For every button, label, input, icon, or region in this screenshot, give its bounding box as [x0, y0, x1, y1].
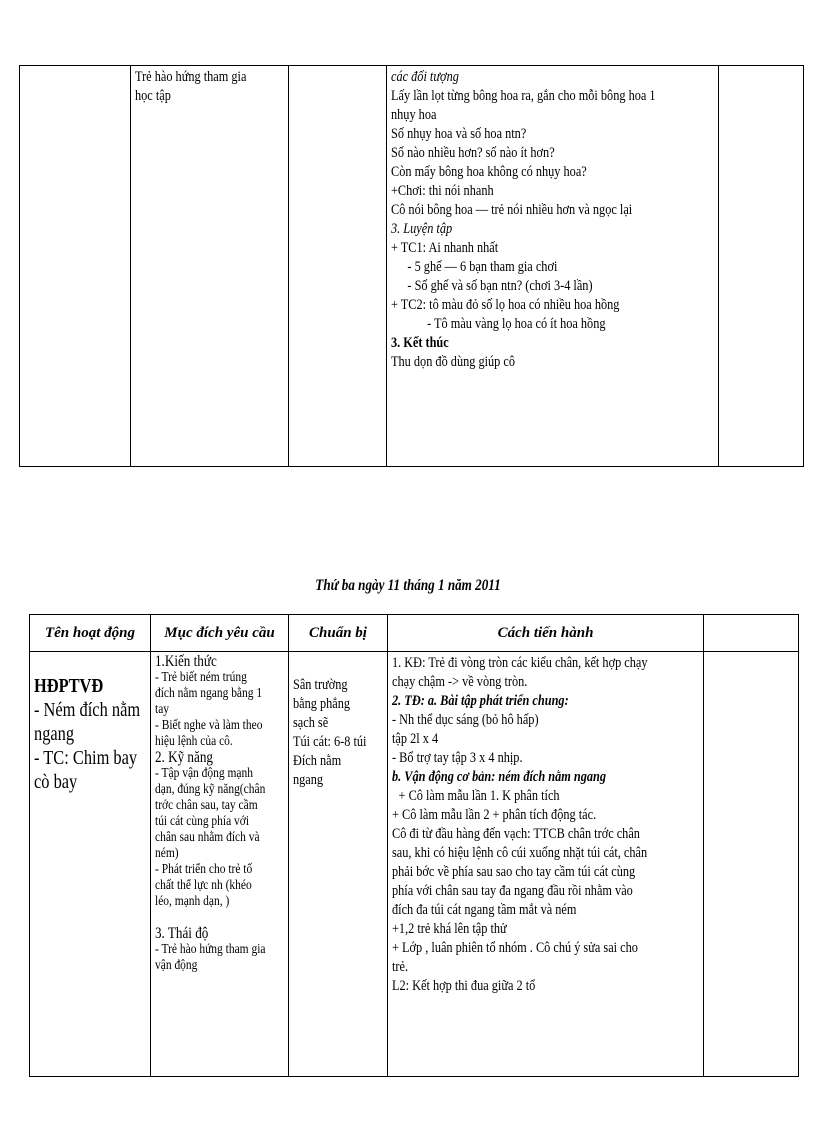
text-line: + Cô làm mẫu lần 2 + phân tích động tác.: [392, 807, 597, 823]
header-activity-name: Tên hoạt động: [30, 615, 151, 652]
text-line: - Số ghế và số bạn ntn? (chơi 3-4 lần): [407, 278, 593, 294]
text-line: tập 2l x 4: [392, 731, 439, 747]
text-line: - Tô màu vàng lọ hoa có ít hoa hồng: [427, 316, 606, 332]
table-row: [20, 66, 804, 467]
text-line: nhụy hoa: [391, 107, 437, 123]
text-line: sạch sẽ: [293, 715, 329, 731]
procedure-cell: [388, 652, 704, 1077]
text-line: + TC2: tô màu đỏ số lọ hoa có nhiều hoa hồng: [391, 297, 620, 313]
text-line: Số nhụy hoa và số hoa ntn?: [391, 126, 527, 142]
text-line: túi cát cùng phía với: [155, 814, 250, 829]
text-line: bằng phẳng: [293, 696, 351, 712]
text-line: Số nào nhiều hơn? số nào ít hơn?: [391, 145, 555, 161]
objective-cell: [131, 66, 289, 467]
text-line: +1,2 trẻ khá lên tập thử: [392, 921, 507, 937]
preparation-cell: [289, 66, 387, 467]
text-line: 2. Kỹ năng: [155, 749, 213, 766]
text-line: đích nằm ngang bằng 1: [155, 686, 263, 701]
text-line: Cô đi từ đầu hàng đến vạch: TTCB chân trớc chân: [392, 826, 640, 842]
text-line: hiệu lệnh của cô.: [155, 734, 233, 749]
text-line: ném): [155, 846, 179, 861]
text-line: b. Vận động cơ bản: ném đích nằm ngang: [392, 769, 607, 785]
procedure-text: [391, 68, 714, 372]
text-line: chạy chậm -> về vòng tròn.: [392, 674, 528, 690]
text-line: Lấy lần lọt từng bông hoa ra, gắn cho mỗi bông hoa 1: [391, 88, 656, 104]
text-line: trớc chân sau, tay cầm: [155, 798, 258, 813]
text-line: 3. Thái độ: [155, 925, 209, 942]
text-line: phải bớc về phía sau sao cho tay cầm túi cát cùng: [392, 864, 636, 880]
objective-text: [155, 654, 284, 974]
text-line: Đích nằm: [293, 753, 342, 769]
text-line: - Bổ trợ tay tập 3 x 4 nhịp.: [392, 750, 523, 766]
text-line: Còn mấy bông hoa không có nhụy hoa?: [391, 164, 587, 180]
text-line: trẻ.: [392, 959, 409, 975]
preparation-cell: [289, 652, 388, 1077]
text-line: 3. Luyện tập: [391, 221, 453, 237]
activity-name-cell: [20, 66, 131, 467]
text-line: - TC: Chim bay: [34, 747, 138, 769]
text-line: - Ném đích nằm: [34, 699, 141, 721]
lesson-plan-table: [29, 614, 799, 1077]
text-line: tay: [155, 702, 170, 717]
text-line: +Chơi: thi nói nhanh: [391, 183, 494, 199]
text-line: 1.Kiến thức: [155, 653, 217, 670]
text-line: + Lớp , luân phiên tổ nhóm . Cô chú ý sửa sai cho: [392, 940, 638, 956]
text-line: - Trẻ biết ném trúng: [155, 670, 247, 685]
header-procedure: Cách tiến hành: [388, 615, 704, 652]
text-line: léo, mạnh dạn, ): [155, 894, 230, 909]
text-line: + Cô làm mẫu lần 1. K phân tích: [398, 788, 560, 804]
procedure-cell: [387, 66, 719, 467]
date-title: Thứ ba ngày 11 tháng 1 năm 2011: [315, 577, 501, 594]
text-line: dạn, đúng kỹ năng(chân: [155, 782, 266, 797]
text-line: - Nh thể dục sáng (bỏ hô hấp): [392, 712, 539, 728]
text-line: - Phát triển cho trẻ tố: [155, 862, 253, 877]
text-line: - Biết nghe và làm theo: [155, 718, 263, 733]
header-objectives: Mục đích yêu cầu: [151, 615, 289, 652]
text-line: + TC1: Ai nhanh nhất: [391, 240, 499, 256]
text-line: Sân trường: [293, 677, 348, 693]
activity-lines: [34, 698, 146, 794]
table-row: [30, 652, 799, 1077]
activity-title: HĐPTVĐ: [34, 675, 104, 697]
procedure-text: [392, 654, 699, 996]
text-line: các đối tượng: [391, 69, 459, 85]
notes-cell: [719, 66, 804, 467]
text-line: sau, khi có hiệu lệnh cô cúi xuống nhặt túi cát, chân: [392, 845, 648, 861]
text-line: chất thể lực nh (khéo: [155, 878, 252, 893]
text-line: chân sau nhằm đích và: [155, 830, 260, 845]
text-line: học tập: [135, 88, 171, 104]
text-line: 2. TĐ: a. Bài tập phát triển chung:: [392, 693, 569, 709]
text-line: - Trẻ hào hứng tham gia: [155, 942, 266, 957]
text-line: vận động: [155, 958, 198, 973]
text-line: - 5 ghế — 6 bạn tham gia chơi: [407, 259, 558, 275]
text-line: Trẻ hào hứng tham gia: [135, 69, 247, 85]
text-line: 3. Kết thúc: [391, 335, 449, 351]
preparation-text: [293, 676, 383, 790]
text-line: L2: Kết hợp thi đua giữa 2 tổ: [392, 978, 536, 994]
text-line: ngang: [293, 772, 324, 788]
header-preparation: Chuẩn bị: [289, 615, 388, 652]
notes-cell: [704, 652, 799, 1077]
objective-cell: [151, 652, 289, 1077]
text-line: Thu dọn đồ dùng giúp cô: [391, 354, 516, 370]
objective-text: [135, 68, 284, 106]
text-line: 1. KĐ: Trẻ đi vòng tròn các kiểu chân, kết hợp chạy: [392, 655, 648, 671]
text-line: - Tập vận động mạnh: [155, 766, 253, 781]
text-line: ngang: [34, 723, 75, 745]
text-line: phía với chân sau tay đa ngang đầu rồi nhằm vào: [392, 883, 633, 899]
table-header-row: [30, 615, 799, 652]
header-notes: [704, 615, 799, 652]
text-line: [155, 910, 284, 926]
text-line: đích đa túi cát ngang tầm mắt và ném: [392, 902, 577, 918]
text-line: cò bay: [34, 771, 78, 793]
text-line: Túi cát: 6-8 túi: [293, 734, 367, 750]
text-line: Cô nói bông hoa — trẻ nói nhiều hơn và ngọc lại: [391, 202, 633, 218]
lesson-table-continued: [19, 65, 804, 467]
activity-name-cell: [30, 652, 151, 1077]
